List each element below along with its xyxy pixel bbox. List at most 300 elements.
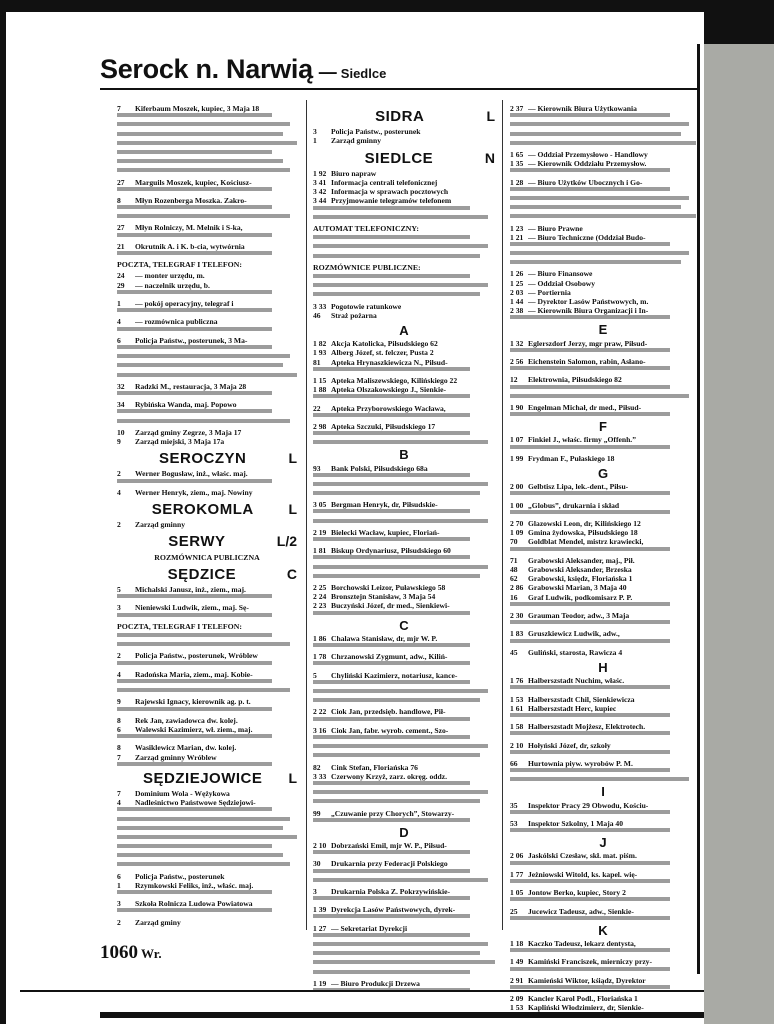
unreadable-lines — [313, 717, 495, 721]
phone-number: 1 — [117, 299, 121, 309]
list-item — [510, 435, 696, 444]
entry-text: Policja Państw., posterunek — [135, 871, 225, 881]
phone-number: 2 10 — [510, 740, 524, 750]
unreadable-lines — [510, 750, 696, 754]
entry-text: Gelbtisz Lipa, lek.-dent., Piłsu- — [528, 482, 629, 492]
list-item — [117, 881, 297, 890]
entry-text: Guliński, starosta, Rawicza 4 — [528, 647, 623, 657]
entry-text: Frydman F., Pułaskiego 18 — [528, 453, 615, 463]
entry-text: Okrutnik A. i K. b-cia, wytwórnia — [135, 241, 245, 251]
list-item — [510, 593, 696, 602]
list-item — [117, 520, 297, 529]
entry-text: Chyliński Kazimierz, notariusz, kance- — [331, 670, 458, 680]
phone-number: 22 — [313, 403, 321, 413]
unreadable-lines — [510, 948, 696, 952]
unreadable-lines — [510, 412, 696, 416]
list-item — [117, 603, 297, 612]
phone-number: 46 — [313, 310, 321, 320]
unreadable-lines — [313, 850, 495, 854]
phone-number: 1 18 — [510, 938, 524, 948]
unreadable-lines — [510, 985, 696, 989]
poczta-heading: POCZTA, TELEGRAF I TELEFON: — [117, 621, 242, 631]
phone-number: 1 76 — [510, 676, 524, 686]
poczta-heading: POCZTA, TELEGRAF I TELEFON: — [117, 260, 242, 270]
unreadable-lines — [117, 205, 297, 218]
unreadable-lines — [117, 762, 297, 766]
phone-number: 1 15 — [313, 375, 327, 385]
list-item — [117, 336, 297, 345]
unreadable-lines — [117, 661, 297, 665]
entry-text: — Kierownik Oddziału Przemysłow. — [528, 159, 647, 169]
phone-number: 1 65 — [510, 149, 524, 159]
entry-text: Gmina żydowska, Piłsudskiego 18 — [528, 528, 638, 538]
letter-heading: B — [399, 447, 409, 463]
unreadable-lines — [117, 345, 297, 377]
phone-number: 81 — [313, 357, 321, 367]
list-item — [510, 870, 696, 879]
unreadable-lines — [510, 547, 696, 551]
phone-number: 25 — [510, 906, 518, 916]
list-item — [510, 556, 696, 565]
scan-margin-strip — [704, 44, 774, 1024]
list-item — [313, 546, 495, 555]
list-item — [313, 358, 495, 367]
unreadable-lines — [117, 187, 297, 191]
list-item — [510, 233, 696, 242]
list-item — [117, 743, 297, 752]
phone-number: 1 00 — [510, 500, 524, 510]
unreadable-lines — [510, 187, 696, 219]
list-item — [117, 178, 297, 187]
phone-number: 3 42 — [313, 187, 327, 197]
entry-text: Akcja Katolicka, Piłsudskiego 62 — [331, 339, 438, 349]
phone-number: 2 23 — [313, 601, 327, 611]
phone-number: 4 — [117, 487, 121, 497]
list-item — [313, 178, 495, 187]
phone-number: 30 — [313, 859, 321, 869]
section-name: SĘDZICE — [167, 565, 237, 583]
phone-number: 1 83 — [510, 629, 524, 639]
list-item — [313, 348, 495, 357]
list-item — [313, 859, 495, 868]
phone-number: 9 — [117, 697, 121, 707]
unreadable-lines — [117, 807, 297, 866]
page-number-value: 1060 — [100, 942, 138, 963]
section-code: L — [288, 500, 297, 517]
entry-text: Marguils Moszek, kupiec, Kościusz- — [135, 177, 252, 187]
entry-text: Czerwony Krzyż, zarz. okręg. oddz. — [331, 771, 447, 781]
list-item — [510, 454, 696, 463]
entry-text: Ciok Jan, przedsięb. handlowe, Pił- — [331, 707, 446, 717]
section-name: SEROKOMLA — [151, 500, 254, 518]
entry-text: Bergman Henryk, dr, Piłsudskie- — [331, 500, 438, 510]
entry-text: Policja Państw., posterunek, Wróblew — [135, 651, 258, 661]
entry-text: Dyrekcja Lasów Państwowych, dyrek- — [331, 905, 456, 915]
entry-text: Engelman Michał, dr med., Piłsud- — [528, 403, 642, 413]
phone-number: 5 — [117, 584, 121, 594]
unreadable-lines — [117, 613, 297, 617]
list-item — [117, 651, 297, 660]
entry-text: — naczelnik urzędu, b. — [135, 280, 210, 290]
unreadable-lines — [313, 869, 495, 882]
phone-number: 1 78 — [313, 652, 327, 662]
phone-number: 34 — [117, 400, 125, 410]
phone-number: 6 — [117, 871, 121, 881]
section-heading — [117, 565, 297, 583]
phone-number: 3 — [313, 886, 317, 896]
phone-number: 1 21 — [510, 232, 524, 242]
directory-column-2 — [313, 104, 495, 997]
unreadable-lines — [117, 479, 297, 483]
list-item — [510, 907, 696, 916]
entry-text: Radońska Maria, ziem., maj. Kobie- — [135, 669, 253, 679]
unreadable-lines — [313, 394, 495, 398]
entry-text: Eglerszdorf Jerzy, mgr praw, Piłsud- — [528, 338, 648, 348]
entry-text: Rajewski Ignacy, kierownik ag. p. t. — [135, 697, 251, 707]
phone-number: 3 41 — [313, 178, 327, 188]
entry-text: Grabowski, księdz, Floriańska 1 — [528, 574, 633, 584]
unreadable-lines — [117, 391, 297, 395]
list-item — [313, 376, 495, 385]
list-item — [510, 994, 696, 1003]
scan-corner-shadow — [704, 0, 774, 44]
list-item — [510, 676, 696, 685]
unreadable-lines — [117, 890, 297, 894]
section-code: L — [288, 769, 297, 786]
phone-number: 1 99 — [510, 453, 524, 463]
phone-number: 8 — [117, 743, 121, 753]
entry-text: Radzki M., restauracja, 3 Maja 28 — [135, 381, 247, 391]
list-item — [313, 887, 495, 896]
list-item — [510, 741, 696, 750]
unreadable-lines — [313, 781, 495, 803]
list-item — [117, 400, 297, 409]
letter-heading: C — [399, 617, 409, 633]
list-item — [117, 437, 297, 446]
unreadable-lines — [117, 409, 297, 422]
phone-number: 3 — [313, 127, 317, 137]
phone-number: 3 — [117, 603, 121, 613]
entry-text: Halberszstadt Mojżesz, Elektrotech. — [528, 722, 646, 732]
unreadable-lines — [510, 510, 696, 514]
section-name: SĘDZIEJOWICE — [143, 769, 263, 787]
entry-text: Biskup Ordynariusz, Piłsudskiego 60 — [331, 546, 451, 556]
phone-number: 2 70 — [510, 519, 524, 529]
entry-text: Halberszstadt Nuchim, właśc. — [528, 676, 625, 686]
unreadable-lines — [510, 491, 696, 495]
unreadable-lines — [510, 768, 696, 781]
list-item — [510, 306, 696, 315]
entry-text: — Biuro Finansowe — [528, 269, 593, 279]
entry-text: Dobrzański Emil, mjr W. P., Piłsud- — [331, 840, 447, 850]
unreadable-lines — [117, 327, 297, 331]
list-item — [117, 382, 297, 391]
unreadable-lines — [313, 643, 495, 647]
unreadable-lines — [313, 206, 495, 219]
entry-text: Bielecki Wacław, kupiec, Floriań- — [331, 527, 440, 537]
list-item — [510, 528, 696, 537]
unreadable-lines — [510, 168, 696, 172]
list-item — [510, 537, 696, 546]
phone-number: 99 — [313, 808, 321, 818]
list-item — [117, 670, 297, 679]
list-item — [313, 905, 495, 914]
unreadable-lines — [117, 707, 297, 711]
entry-text: Pogotowie ratunkowe — [331, 301, 402, 311]
entry-text: — Dyrektor Lasów Państwowych, m. — [528, 297, 649, 307]
running-head — [100, 54, 386, 85]
list-item — [510, 939, 696, 948]
list-item — [510, 611, 696, 620]
entry-text: Elektrownia, Piłsudskiego 82 — [528, 375, 622, 385]
entry-text: Kamieński Wiktor, kśiądz, Dyrektor — [528, 975, 646, 985]
entry-text: Ciok Jan, fabr. wyrob. cement., Szo- — [331, 725, 449, 735]
entry-text: „Czuwanie przy Chorych”, Stowarzy- — [331, 808, 455, 818]
unreadable-lines — [313, 896, 495, 900]
section-code: C — [286, 565, 297, 582]
list-item — [510, 957, 696, 966]
head-rule — [100, 88, 697, 90]
entry-text: Kancler Karol Podl., Floriańska 1 — [528, 994, 638, 1004]
list-item — [510, 339, 696, 348]
phone-number: 1 77 — [510, 869, 524, 879]
section-heading — [313, 108, 495, 125]
list-item — [510, 519, 696, 528]
list-item — [117, 223, 297, 232]
entry-text: — Biuro Użytków Ubocznych i Go- — [528, 177, 643, 187]
entry-text: Apteka Maliszewskiego, Kilińskiego 22 — [331, 375, 458, 385]
entry-text: Szkoła Rolnicza Ludowa Powiatowa — [135, 899, 253, 909]
phone-number: 1 35 — [510, 159, 524, 169]
list-item — [117, 317, 297, 326]
unreadable-lines — [510, 685, 696, 689]
list-item — [510, 501, 696, 510]
entry-text: Policja Państw., posterunek, 3 Ma- — [135, 335, 248, 345]
letter-heading: E — [598, 322, 608, 338]
phone-number: 6 — [117, 335, 121, 345]
section-code: L — [288, 450, 297, 467]
unreadable-lines — [510, 445, 696, 449]
unreadable-lines — [510, 897, 696, 901]
entry-text: Chrzanowski Zygmunt, adw., Kiliń- — [331, 652, 448, 662]
phone-number: 3 — [117, 899, 121, 909]
directory-column-3 — [510, 104, 696, 1013]
entry-text: Werner Henryk, ziem., maj. Nowiny — [135, 487, 253, 497]
unreadable-lines — [313, 509, 495, 522]
entry-text: — Kierownik Biura Organizacji i In- — [528, 306, 649, 316]
entry-text: Apteka Szczuki, Piłsudskiego 17 — [331, 421, 436, 431]
running-head-district: Siedlce — [340, 66, 387, 81]
letter-heading: H — [598, 660, 608, 676]
list-item — [313, 136, 495, 145]
unreadable-lines — [313, 473, 495, 495]
section-name: SEROCZYN — [159, 450, 247, 468]
directory-column-1 — [117, 104, 297, 927]
entry-text: Jaskólski Czesław, skł. mat. piśm. — [528, 851, 637, 861]
entry-text: Kapliński Włodzimierz, dr, Sienkie- — [528, 1003, 644, 1013]
list-item — [510, 565, 696, 574]
phone-number: 16 — [510, 592, 518, 602]
phone-number: 93 — [313, 463, 321, 473]
phone-number: 29 — [117, 280, 125, 290]
list-item — [313, 127, 495, 136]
unreadable-lines — [510, 620, 696, 624]
phone-number: 2 86 — [510, 583, 524, 593]
entry-text: Apteka Olszakowskiego J., Sienkie- — [331, 385, 446, 395]
entry-text: — Sekretariat Dyrekcji — [331, 923, 408, 933]
unreadable-lines — [313, 274, 495, 296]
phone-number: 8 — [117, 715, 121, 725]
list-item — [313, 707, 495, 716]
phone-number: 1 92 — [313, 168, 327, 178]
phone-number: 1 53 — [510, 1003, 524, 1013]
phone-number: 1 07 — [510, 435, 524, 445]
entry-text: Grauman Teodor, adw., 3 Maja — [528, 611, 630, 621]
phone-number: 12 — [510, 375, 518, 385]
phone-number: 2 00 — [510, 482, 524, 492]
list-item — [313, 772, 495, 781]
unreadable-lines — [510, 639, 696, 643]
phone-number: 4 — [117, 317, 121, 327]
list-item — [313, 592, 495, 601]
unreadable-lines — [313, 680, 495, 702]
phone-number: 1 81 — [313, 546, 327, 556]
unreadable-lines — [313, 914, 495, 918]
phone-number: 7 — [117, 752, 121, 762]
entry-text: Finkiel J., właśc. firmy „Offenh.” — [528, 435, 636, 445]
unreadable-lines — [313, 818, 495, 822]
entry-text: Grabowski Aleksander, Brzeska — [528, 565, 632, 575]
phone-number: 3 33 — [313, 771, 327, 781]
unreadable-lines — [117, 908, 297, 912]
phone-number: 2 06 — [510, 851, 524, 861]
list-item — [510, 482, 696, 491]
list-item — [117, 242, 297, 251]
list-item — [117, 725, 297, 734]
list-item — [313, 979, 495, 988]
list-item — [510, 801, 696, 810]
automat-heading: AUTOMAT TELEFONICZNY: — [313, 224, 419, 233]
phone-number: 2 10 — [313, 840, 327, 850]
list-item — [117, 753, 297, 762]
list-item — [510, 759, 696, 768]
entry-text: Grabowski Marian, 3 Maja 40 — [528, 583, 627, 593]
unreadable-lines — [510, 242, 696, 264]
phone-number: 24 — [117, 271, 125, 281]
phone-number: 62 — [510, 574, 518, 584]
column-divider-1 — [306, 100, 307, 930]
entry-text: Borchowski Leizor, Puławskiego 58 — [331, 583, 446, 593]
phone-number: 1 19 — [313, 978, 327, 988]
list-item — [510, 574, 696, 583]
list-item — [313, 187, 495, 196]
list-item — [510, 150, 696, 159]
letter-heading: G — [597, 466, 609, 482]
running-head-place: Serock n. Narwią — [100, 54, 313, 84]
list-item — [510, 269, 696, 278]
entry-text: Goldblat Mendel, mistrz krawiecki, — [528, 537, 644, 547]
entry-text: Policja Państw., posterunek — [331, 127, 421, 137]
phone-number: 27 — [117, 223, 125, 233]
list-item — [313, 809, 495, 818]
section-code: L — [486, 108, 495, 124]
entry-text: Bank Polski, Piłsudskiego 68a — [331, 463, 428, 473]
unreadable-lines — [510, 348, 696, 352]
list-item — [117, 488, 297, 497]
unreadable-lines — [510, 967, 696, 971]
section-name: SIDRA — [375, 108, 425, 125]
phone-number: 27 — [117, 177, 125, 187]
list-item — [510, 851, 696, 860]
list-item — [313, 339, 495, 348]
phone-number: 2 25 — [313, 583, 327, 593]
entry-text: Drukarnia przy Federacji Polskiego — [331, 859, 448, 869]
entry-text: Inspektor Szkolny, 1 Maja 40 — [528, 818, 624, 828]
phone-number: 7 — [117, 788, 121, 798]
list-item — [510, 288, 696, 297]
page-bottom-rule — [20, 990, 704, 992]
phone-number: 1 09 — [510, 528, 524, 538]
list-item — [313, 422, 495, 431]
entry-text: Kamiński Franciszek, mierniczy przy- — [528, 957, 653, 967]
section-name: SIEDLCE — [364, 149, 434, 167]
phone-number: 1 — [117, 880, 121, 890]
phone-number: 8 — [117, 195, 121, 205]
list-item — [510, 583, 696, 592]
entry-text: Hołyński Józef, dr, szkoły — [528, 740, 611, 750]
page-bottom-band — [100, 1012, 704, 1018]
phone-number: 66 — [510, 758, 518, 768]
entry-text: Chalawa Stanisław, dr, mjr W. P. — [331, 633, 438, 643]
phone-number: 2 91 — [510, 975, 524, 985]
unreadable-lines — [117, 233, 297, 237]
list-item — [117, 697, 297, 706]
list-item — [117, 271, 297, 280]
unreadable-lines — [117, 290, 297, 294]
entry-text: Inspektor Pracy 29 Obwodu, Kościu- — [528, 800, 649, 810]
phone-number: 4 — [117, 798, 121, 808]
list-item — [313, 841, 495, 850]
phone-number: 1 — [313, 136, 317, 146]
list-item — [313, 302, 495, 311]
entry-text: Dominium Wola - Wężykowa — [135, 788, 230, 798]
phone-number: 10 — [117, 427, 125, 437]
phone-number: 2 19 — [313, 527, 327, 537]
unreadable-lines — [510, 861, 696, 865]
list-item — [510, 104, 696, 113]
list-item — [510, 704, 696, 713]
entry-text: — monter urzędu, m. — [135, 271, 205, 281]
entry-text: Michalski Janusz, inż., ziem., maj. — [135, 584, 246, 594]
unreadable-lines — [313, 235, 495, 257]
list-item — [313, 169, 495, 178]
page-number-suffix: Wr. — [141, 946, 162, 961]
letter-heading: J — [599, 835, 607, 851]
unreadable-lines — [510, 916, 696, 920]
phone-number: 1 23 — [510, 223, 524, 233]
unreadable-lines — [313, 661, 495, 665]
list-item — [313, 385, 495, 394]
unreadable-lines — [510, 113, 696, 145]
phone-number: 2 38 — [510, 306, 524, 316]
phone-number: 9 — [117, 436, 121, 446]
list-item — [313, 196, 495, 205]
phone-number: 2 — [117, 651, 121, 661]
entry-text: Zarząd gminy Zegrze, 3 Maja 17 — [135, 427, 242, 437]
unreadable-lines — [510, 810, 696, 814]
running-head-dash: — — [318, 62, 337, 82]
list-item — [313, 634, 495, 643]
